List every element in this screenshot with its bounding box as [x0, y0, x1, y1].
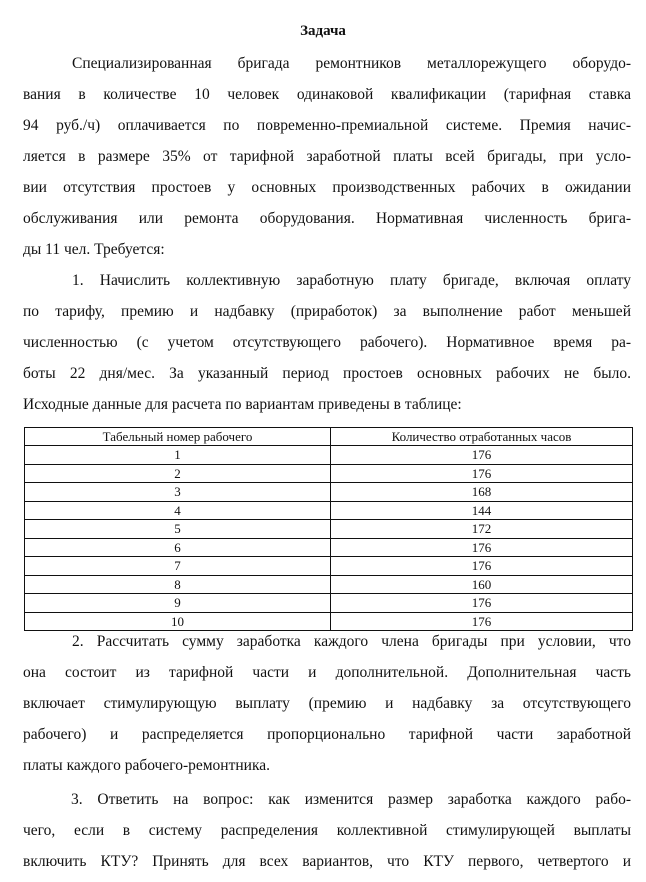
table-row — [25, 501, 633, 520]
task1-line: 1. Начислить коллективную заработную плату бригаде, включая оплату — [72, 272, 631, 289]
intro-line: вии отсутствия простоев у основных производственных рабочих в ожидании — [23, 179, 631, 196]
intro-line: ды 11 чел. Требуется: — [23, 241, 165, 258]
task2-line: платы каждого рабочего-ремонтника. — [23, 757, 271, 774]
worker-id-cell: 10 — [25, 612, 331, 631]
task1-line: численностью (с учетом отсутствующего рабочего). Нормативное время ра- — [23, 334, 631, 351]
table-row — [25, 520, 633, 539]
worker-id-cell: 2 — [25, 464, 331, 483]
table-row — [25, 557, 633, 576]
task3-line: включить КТУ? Принять для всех вариантов, что КТУ первого, четвертого и — [23, 853, 631, 870]
hours-cell: 176 — [331, 557, 633, 576]
worker-id-cell: 8 — [25, 575, 331, 594]
task1-line: Исходные данные для расчета по вариантам приведены в таблице: — [23, 396, 462, 413]
worker-id-cell: 6 — [25, 538, 331, 557]
task1-line: по тарифу, премию и надбавку (приработок) за выполнение работ меньшей — [23, 303, 631, 320]
hours-cell: 144 — [331, 501, 633, 520]
intro-line: Специализированная бригада ремонтников металлорежущего оборудо- — [72, 55, 631, 72]
table-row — [25, 464, 633, 483]
hours-cell: 176 — [331, 594, 633, 613]
table-row — [25, 446, 633, 465]
intro-line: ляется в размере 35% от тарифной заработной платы всей бригады, при усло- — [23, 148, 631, 165]
task3-line: 3. Ответить на вопрос: как изменится размер заработка каждого рабо- — [71, 791, 631, 808]
worker-id-cell: 9 — [25, 594, 331, 613]
worker-id-cell: 7 — [25, 557, 331, 576]
hours-cell: 172 — [331, 520, 633, 539]
intro-line: вания в количестве 10 человек одинаковой квалификации (тарифная ставка — [23, 86, 631, 103]
table-header-row — [25, 428, 633, 446]
worker-id-cell: 1 — [25, 446, 331, 465]
worker-id-cell: 5 — [25, 520, 331, 539]
hours-cell: 176 — [331, 538, 633, 557]
task2-line: 2. Рассчитать сумму заработка каждого члена бригады при условии, что — [72, 633, 631, 650]
intro-line: обслуживания или ремонта оборудования. Нормативная численность брига- — [23, 210, 631, 227]
table-row — [25, 594, 633, 613]
hours-cell: 168 — [331, 483, 633, 502]
header-hours: Количество отработанных часов — [331, 428, 633, 446]
table-row — [25, 575, 633, 594]
table-row — [25, 538, 633, 557]
document-title: Задача — [300, 23, 346, 39]
hours-cell: 176 — [331, 464, 633, 483]
table-row — [25, 483, 633, 502]
task2-line: рабочего) и распределяется пропорционально тарифной части заработной — [23, 726, 631, 743]
hours-cell: 160 — [331, 575, 633, 594]
worker-id-cell: 3 — [25, 483, 331, 502]
hours-cell: 176 — [331, 612, 633, 631]
intro-line: 94 руб./ч) оплачивается по повременно-премиальной системе. Премия начис- — [23, 117, 631, 134]
task2-line: включает стимулирующую выплату (премию и надбавку за отсутствующего — [23, 695, 631, 712]
worker-id-cell: 4 — [25, 501, 331, 520]
worker-hours-table — [24, 427, 633, 631]
task3-line: чего, если в систему распределения коллективной стимулирующей выплаты — [23, 822, 631, 839]
task2-line: она состоит из тарифной части и дополнительной. Дополнительная часть — [23, 664, 631, 681]
header-worker-id: Табельный номер рабочего — [25, 428, 331, 446]
task1-line: боты 22 дня/мес. За указанный период простоев основных рабочих не было. — [23, 365, 631, 382]
table-row — [25, 612, 633, 631]
hours-cell: 176 — [331, 446, 633, 465]
